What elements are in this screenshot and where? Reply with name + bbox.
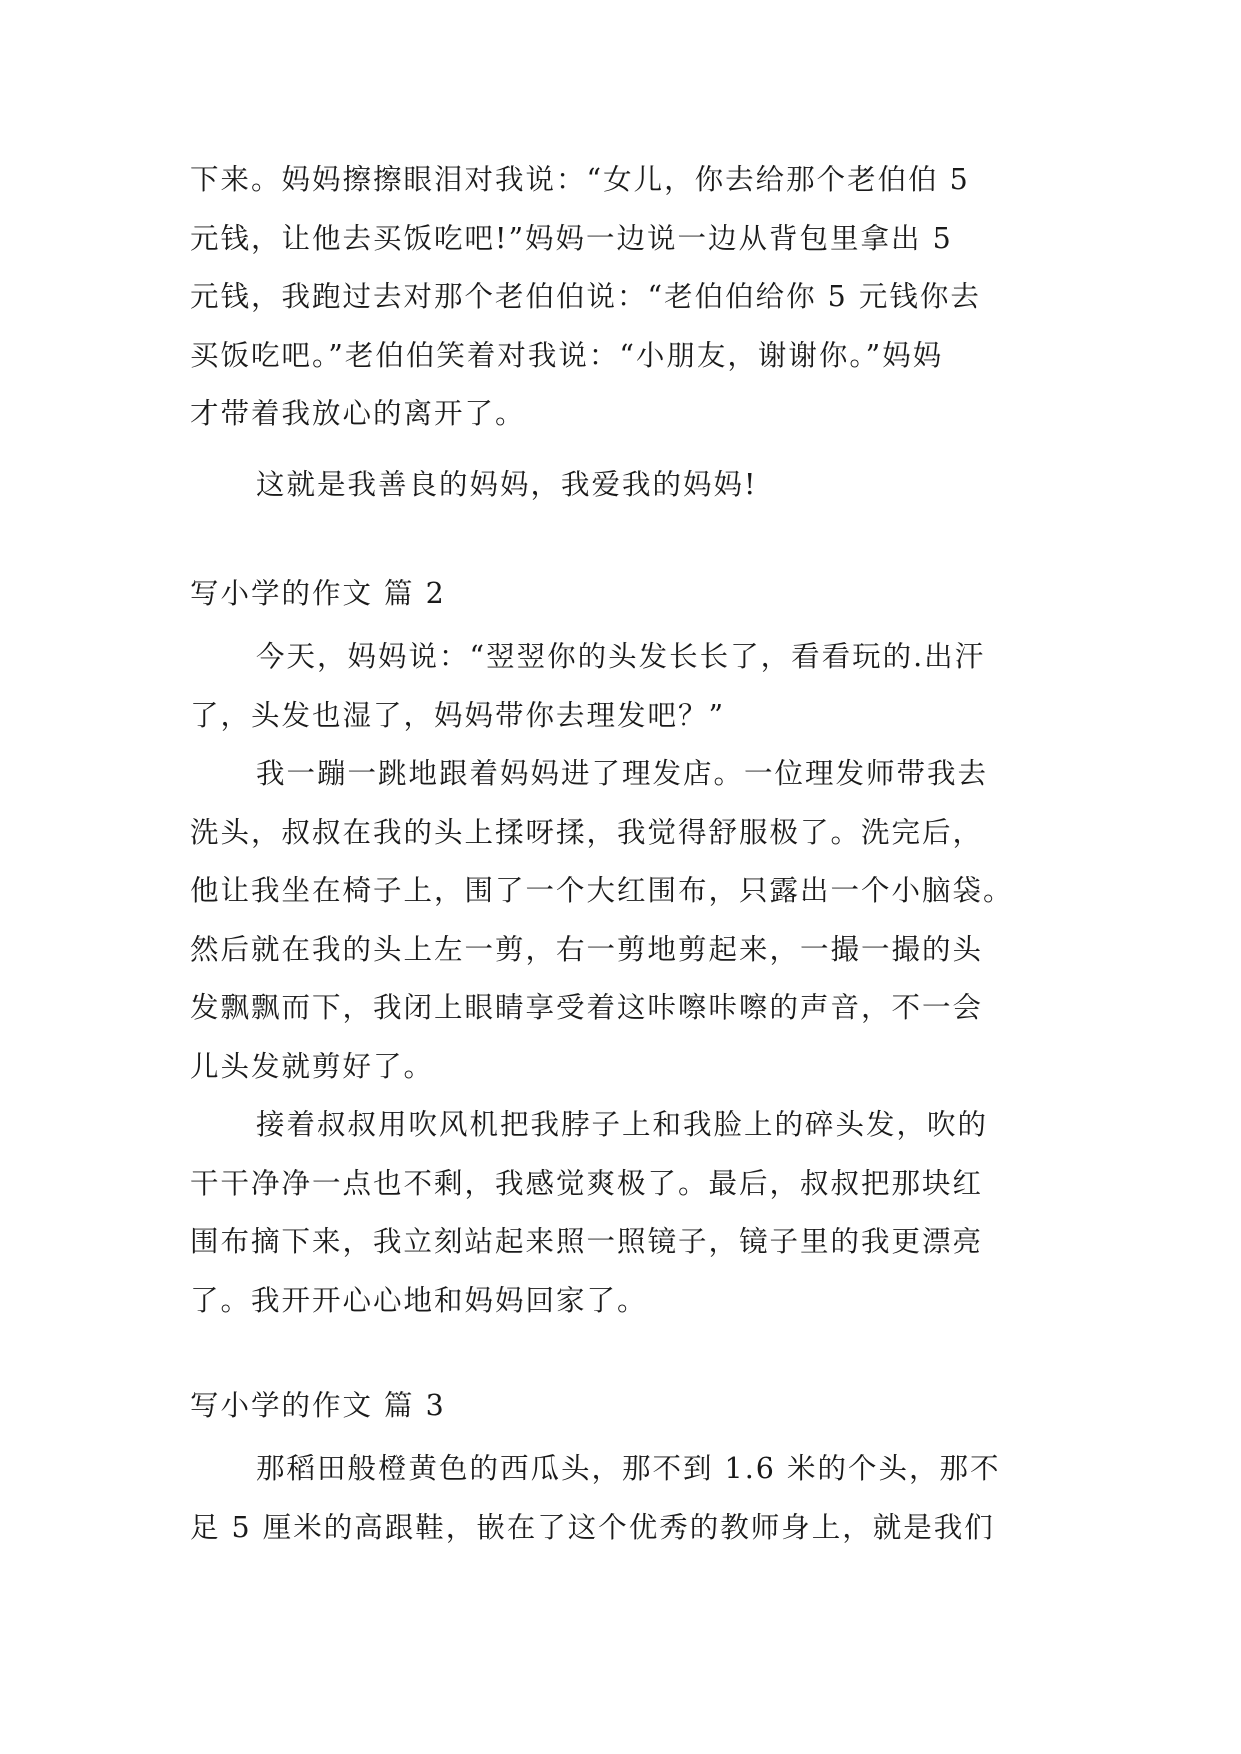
text-line: 今天，妈妈说：“翌翌你的头发长长了，看看玩的.出汗 (256, 640, 986, 673)
text-line: 那稻田般橙黄色的西瓜头，那不到 1.6 米的个头，那不 (256, 1452, 1001, 1485)
text-line: 下来。妈妈擦擦眼泪对我说：“女儿，你去给那个老伯伯 5 (190, 163, 970, 196)
text-line: 了，头发也湿了，妈妈带你去理发吧？” (190, 698, 726, 732)
text-line: 他让我坐在椅子上，围了一个大红围布，只露出一个小脑袋。 (190, 874, 1014, 907)
text-line: 元钱，让他去买饭吃吧!”妈妈一边说一边从背包里拿出 5 (190, 221, 953, 255)
text-line: 才带着我放心的离开了。 (190, 397, 526, 430)
section2-paragraph-2 (190, 745, 1050, 1096)
text-line: 了。我开开心心地和妈妈回家了。 (190, 1283, 648, 1317)
text-line: 洗头，叔叔在我的头上揉呀揉，我觉得舒服极了。洗完后， (190, 815, 984, 849)
text-line: 然后就在我的头上左一剪，右一剪地剪起来，一撮一撮的头 (190, 932, 984, 966)
section3-paragraph-1 (190, 1440, 1050, 1557)
section1-closing-paragraph (190, 456, 1050, 515)
text-line: 足 5 厘米的高跟鞋，嵌在了这个优秀的教师身上，就是我们 (190, 1510, 995, 1544)
text-line: 围布摘下来，我立刻站起来照一照镜子，镜子里的我更漂亮 (190, 1225, 984, 1258)
text-line: 这就是我善良的妈妈，我爱我的妈妈! (256, 468, 758, 501)
text-line: 干干净净一点也不剩，我感觉爽极了。最后，叔叔把那块红 (190, 1166, 984, 1200)
section1-paragraph (190, 151, 1050, 444)
section3-heading: 写小学的作文 篇 3 (190, 1389, 446, 1422)
text-line: 元钱，我跑过去对那个老伯伯说：“老伯伯给你 5 元钱你去 (190, 280, 981, 313)
text-line: 接着叔叔用吹风机把我脖子上和我脸上的碎头发，吹的 (256, 1108, 989, 1141)
text-line: 发飘飘而下，我闭上眼睛享受着这咔嚓咔嚓的声音，不一会 (190, 991, 984, 1024)
text-line: 我一蹦一跳地跟着妈妈进了理发店。一位理发师带我去 (256, 757, 989, 790)
text-line: 买饭吃吧。”老伯伯笑着对我说：“小朋友，谢谢你。”妈妈 (190, 338, 944, 372)
section2-paragraph-3 (190, 1096, 1050, 1330)
section2-paragraph-1 (190, 628, 1050, 745)
section2-heading: 写小学的作文 篇 2 (190, 577, 446, 610)
text-line: 儿头发就剪好了。 (190, 1049, 435, 1083)
